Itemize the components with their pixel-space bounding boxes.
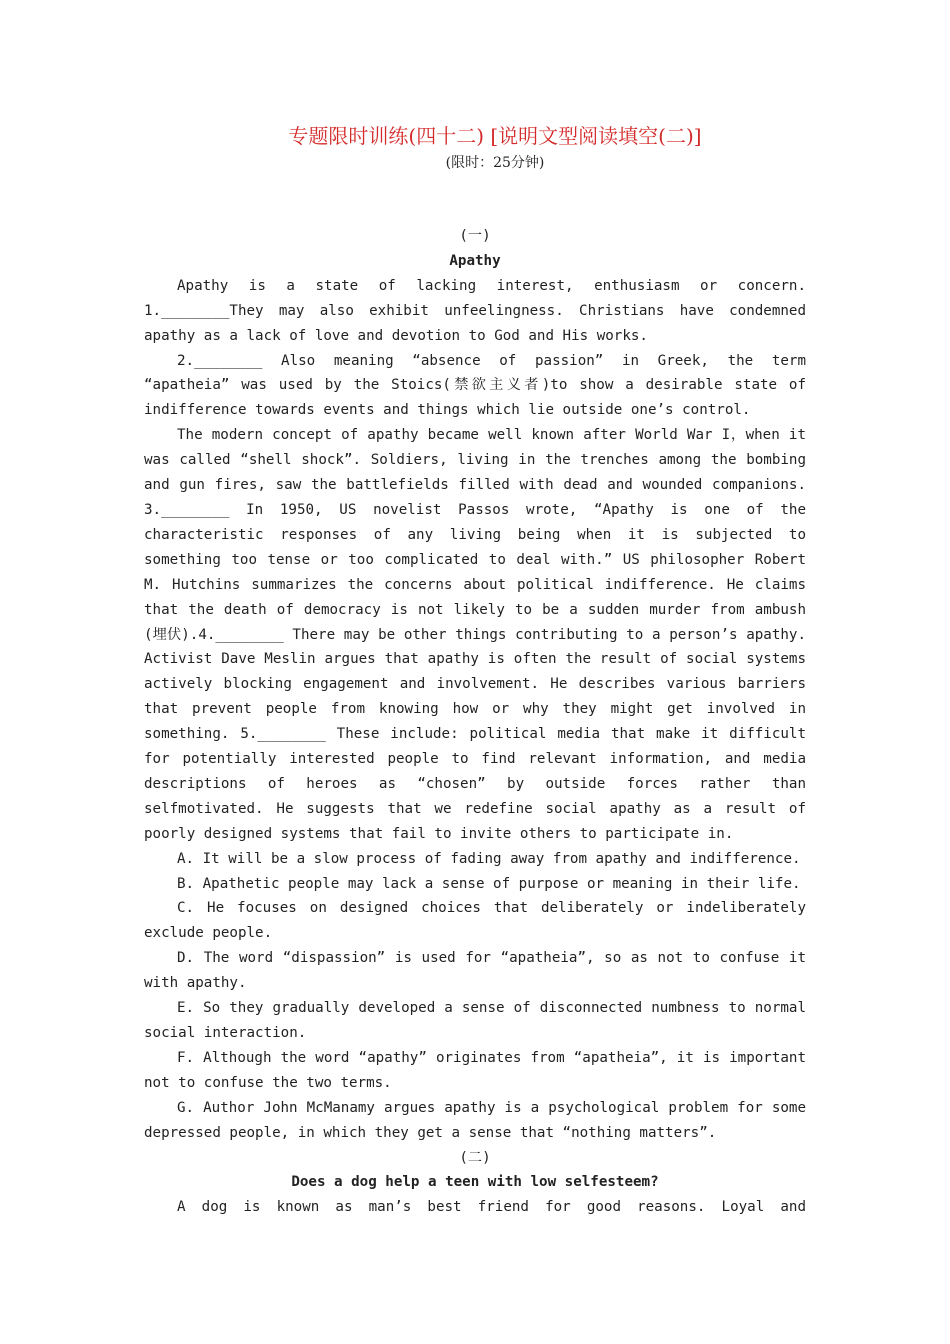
section-1-paragraph: Apathy is a state of lacking interest, enthusiasm or concern. 1.________They may also exhibit unfeelingness. Christians have condemned apathy as a lack of love and devotion to God and His works. [144,277,806,344]
option-b: B. Apathetic people may lack a sense of purpose or meaning in their life. [177,875,801,892]
option-e: E. So they gradually developed a sense of disconnected numbness to normal social interaction. [144,1000,806,1041]
section-1-paragraph: The modern concept of apathy became well known after World War I，when it was called “shell shock”. Soldiers, living in the trenches among the bombing and gun fires, saw the battlefields filled with dead and wounded companions. 3.________ In 1950, US novelist Passos wrote, “Apathy is one of the characteristic responses of any living being when it is subjected to something too tense or too complicated to deal with.” US philosopher Robert M. Hutchins summarizes the concerns about political indifference. He claims that the death of democracy is not likely to be a sudden murder from ambush (埋伏).4.________ There may be other things contributing to a person’s apathy. Activist Dave Meslin argues that apathy is often the result of social systems actively blocking engagement and involvement. He describes various barriers that prevent people from knowing how or why they might get involved in something. 5.________ These include: political media that make it difficult for potentially interested people to find relevant information, and media descriptions of heroes as “chosen” by outside forces rather than selfmotivated. He suggests that we redefine social apathy as a result of poorly designed systems that fail to invite others to participate in. [144,427,806,842]
section-2-title: Does a dog help a teen with low selfesteem? [291,1174,659,1191]
option-c: C. He focuses on designed choices that deliberately or indeliberately exclude people. [144,900,806,942]
section-1-title: Apathy [449,252,501,269]
page-title: 专题限时训练(四十二) [说明文型阅读填空(二)] [288,124,702,148]
option-f: F. Although the word “apathy” originates from “apatheia”, it is important not to confuse the two terms. [144,1049,806,1091]
section-2-paragraph: A dog is known as man’s best friend for good reasons. Loyal and [177,1199,806,1216]
option-g: G. Author John McManamy argues apathy is a psychological problem for some depressed people, in which they get a sense that “nothing matters”. [144,1099,806,1141]
document-body [144,224,806,1220]
section-2-number: (二) [459,1149,491,1166]
option-d: D. The word “dispassion” is used for “apatheia”, so as not to confuse it with apathy. [144,950,806,992]
option-a: A. It will be a slow process of fading away from apathy and indifference. [177,850,801,867]
time-limit-subtitle: (限时：25分钟) [445,155,545,171]
section-1-number: (一) [459,228,491,244]
section-1-paragraph: 2.________ Also meaning “absence of passion” in Greek, the term “apatheia” was used by the Stoics(禁欲主义者)to show a desirable state of indifference towards events and things which lie outside one’s control. [144,352,806,419]
